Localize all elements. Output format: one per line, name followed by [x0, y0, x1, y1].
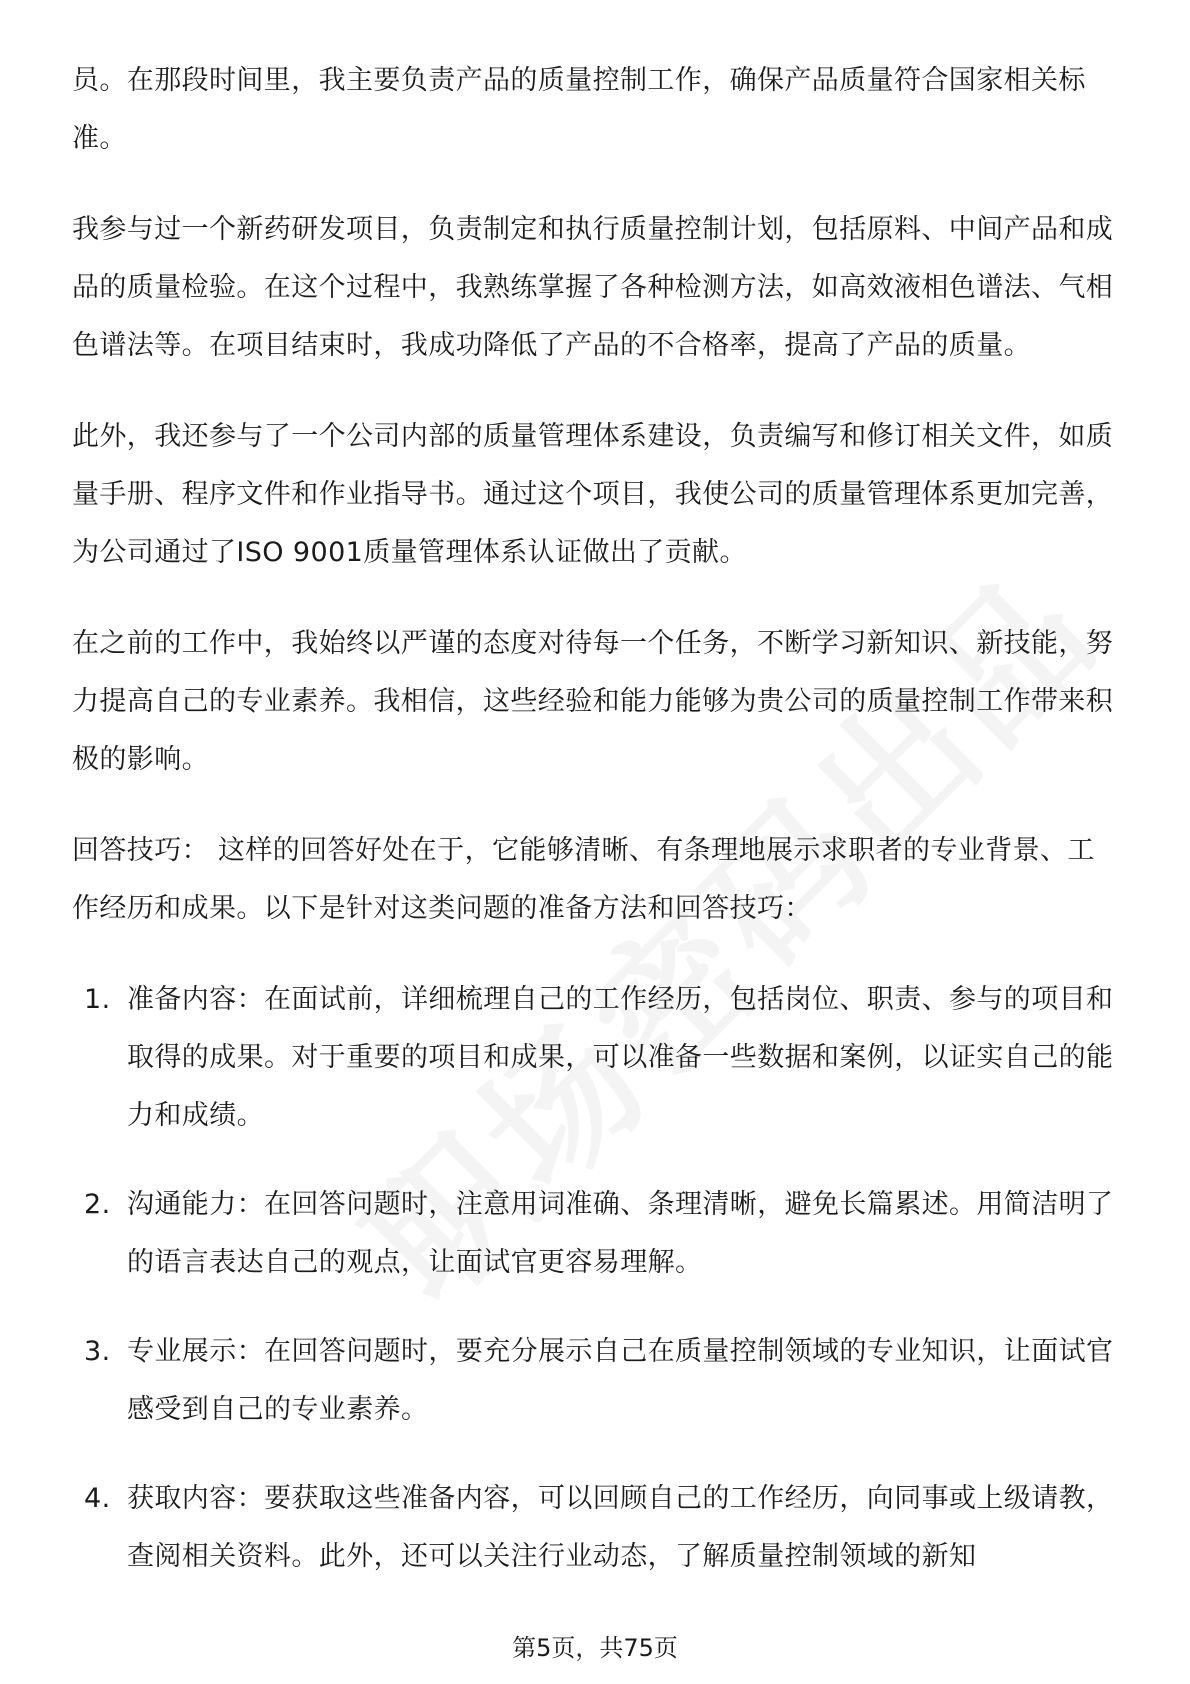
list-item-text: 获取内容：要获取这些准备内容，可以回顾自己的工作经历，向同事或上级请教，查阅相关资料。此外，还可以关注行业动态，了解质量控制领域的新知: [127, 1483, 1114, 1572]
list-item: [72, 1470, 1118, 1586]
tips-list: [72, 971, 1118, 1586]
list-item-number: 1.: [84, 984, 111, 1015]
page-content: [72, 52, 1118, 1617]
paragraph-drug-project: 我参与过一个新药研发项目，负责制定和执行质量控制计划，包括原料、中间产品和成品的质量检验。在这个过程中，我熟练掌握了各种检测方法，如高效液相色谱法、气相色谱法等。在项目结束时，我成功降低了产品的不合格率，提高了产品的质量。: [72, 214, 1114, 361]
paragraph-attitude: 在之前的工作中，我始终以严谨的态度对待每一个任务，不断学习新知识、新技能，努力提高自己的专业素养。我相信，这些经验和能力能够为贵公司的质量控制工作带来积极的影响。: [72, 628, 1114, 775]
page-number-footer: 第5页，共75页: [512, 1634, 678, 1662]
list-item: [72, 971, 1118, 1145]
list-item: [72, 1323, 1118, 1439]
list-item-number: 2.: [84, 1189, 111, 1220]
paragraph-quality-system: 此外，我还参与了一个公司内部的质量管理体系建设，负责编写和修订相关文件，如质量手册、程序文件和作业指导书。通过这个项目，我使公司的质量管理体系更加完善，为公司通过了ISO 9001质量管理体系认证做出了贡献。: [72, 421, 1114, 568]
paragraph-answer-tips: 回答技巧： 这样的回答好处在于，它能够清晰、有条理地展示求职者的专业背景、工作经历和成果。以下是针对这类问题的准备方法和回答技巧：: [72, 835, 1095, 924]
paragraph-experience-intro: 员。在那段时间里，我主要负责产品的质量控制工作，确保产品质量符合国家相关标准。: [72, 65, 1086, 154]
list-item-text: 准备内容：在面试前，详细梳理自己的工作经历，包括岗位、职责、参与的项目和取得的成果。对于重要的项目和成果，可以准备一些数据和案例，以证实自己的能力和成绩。: [127, 984, 1114, 1131]
list-item-number: 4.: [84, 1483, 111, 1514]
list-item-text: 沟通能力：在回答问题时，注意用词准确、条理清晰，避免长篇累述。用简洁明了的语言表达自己的观点，让面试官更容易理解。: [127, 1189, 1114, 1278]
list-item-text: 专业展示：在回答问题时，要充分展示自己在质量控制领域的专业知识，让面试官感受到自己的专业素养。: [127, 1336, 1114, 1425]
list-item: [72, 1176, 1118, 1292]
list-item-number: 3.: [84, 1336, 111, 1367]
